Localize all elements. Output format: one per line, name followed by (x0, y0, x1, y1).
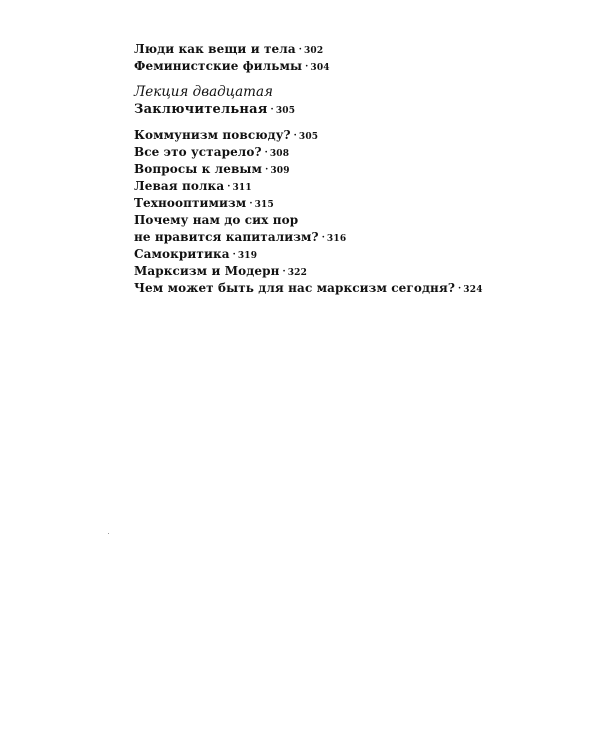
toc-separator: · (282, 267, 286, 277)
toc-page-number: 302 (303, 46, 324, 56)
lecture-subsections (134, 127, 574, 297)
toc-separator: · (270, 105, 274, 115)
toc-separator: · (249, 199, 253, 209)
toc-entry-continued (134, 212, 574, 229)
lecture-title-line (134, 101, 574, 118)
toc-page-number: 304 (310, 63, 330, 73)
toc-separator: · (298, 45, 302, 55)
toc-separator: · (321, 233, 325, 243)
toc-separator: · (458, 284, 462, 294)
toc-entry (134, 195, 574, 212)
toc-entry (134, 178, 574, 195)
toc-page-number: 316 (326, 234, 347, 244)
lecture-heading (134, 84, 574, 118)
toc-entry (134, 263, 574, 280)
toc-entry-title: Почему нам до сих пор (134, 213, 299, 227)
toc-entry-title: Вопросы к левым (134, 162, 263, 176)
lecture-label: Лекция двадцатая (134, 84, 273, 100)
toc-entry (134, 280, 574, 297)
toc-entry-title: Феминистские фильмы (134, 59, 303, 73)
toc-entry-title: не нравится капитализм? (134, 230, 319, 244)
toc-entry (134, 127, 574, 144)
toc-entry (134, 246, 574, 263)
toc-entry-title: Самокритика (134, 247, 230, 261)
lecture-title: Заключительная (134, 102, 268, 117)
toc-entry-title: Люди как вещи и тела (134, 42, 296, 56)
toc-page-number: 308 (269, 149, 290, 159)
toc-separator: · (264, 148, 268, 158)
toc-separator: · (232, 250, 236, 260)
toc-page-number: 309 (270, 166, 290, 176)
toc-page-number: 311 (232, 183, 252, 193)
toc-entry-title: Коммунизм повсюду? (134, 128, 291, 142)
toc-separator: · (265, 165, 269, 175)
toc-entry (134, 229, 574, 246)
table-of-contents (134, 41, 574, 297)
lecture-page-number: 305 (275, 106, 296, 116)
toc-entry-title: Технооптимизм (134, 196, 247, 210)
toc-entry (134, 144, 574, 161)
toc-page-number: 322 (287, 268, 308, 278)
toc-page-number: 324 (463, 285, 483, 295)
toc-previous-section (134, 41, 574, 75)
toc-separator: · (227, 182, 231, 192)
toc-separator: · (305, 62, 309, 72)
toc-entry-title: Левая полка (134, 179, 225, 193)
toc-entry-title: Марксизм и Модерн (134, 264, 280, 278)
toc-page-number: 319 (237, 251, 258, 261)
toc-entry-title: Все это устарело? (134, 145, 262, 159)
toc-page-number: 315 (254, 200, 274, 210)
scan-speck (108, 533, 109, 534)
toc-separator: · (293, 131, 297, 141)
toc-page-number: 305 (298, 132, 319, 142)
toc-entry (134, 58, 574, 75)
toc-entry (134, 41, 574, 58)
toc-entry-title: Чем может быть для нас марксизм сегодня? (134, 281, 456, 295)
toc-entry (134, 161, 574, 178)
